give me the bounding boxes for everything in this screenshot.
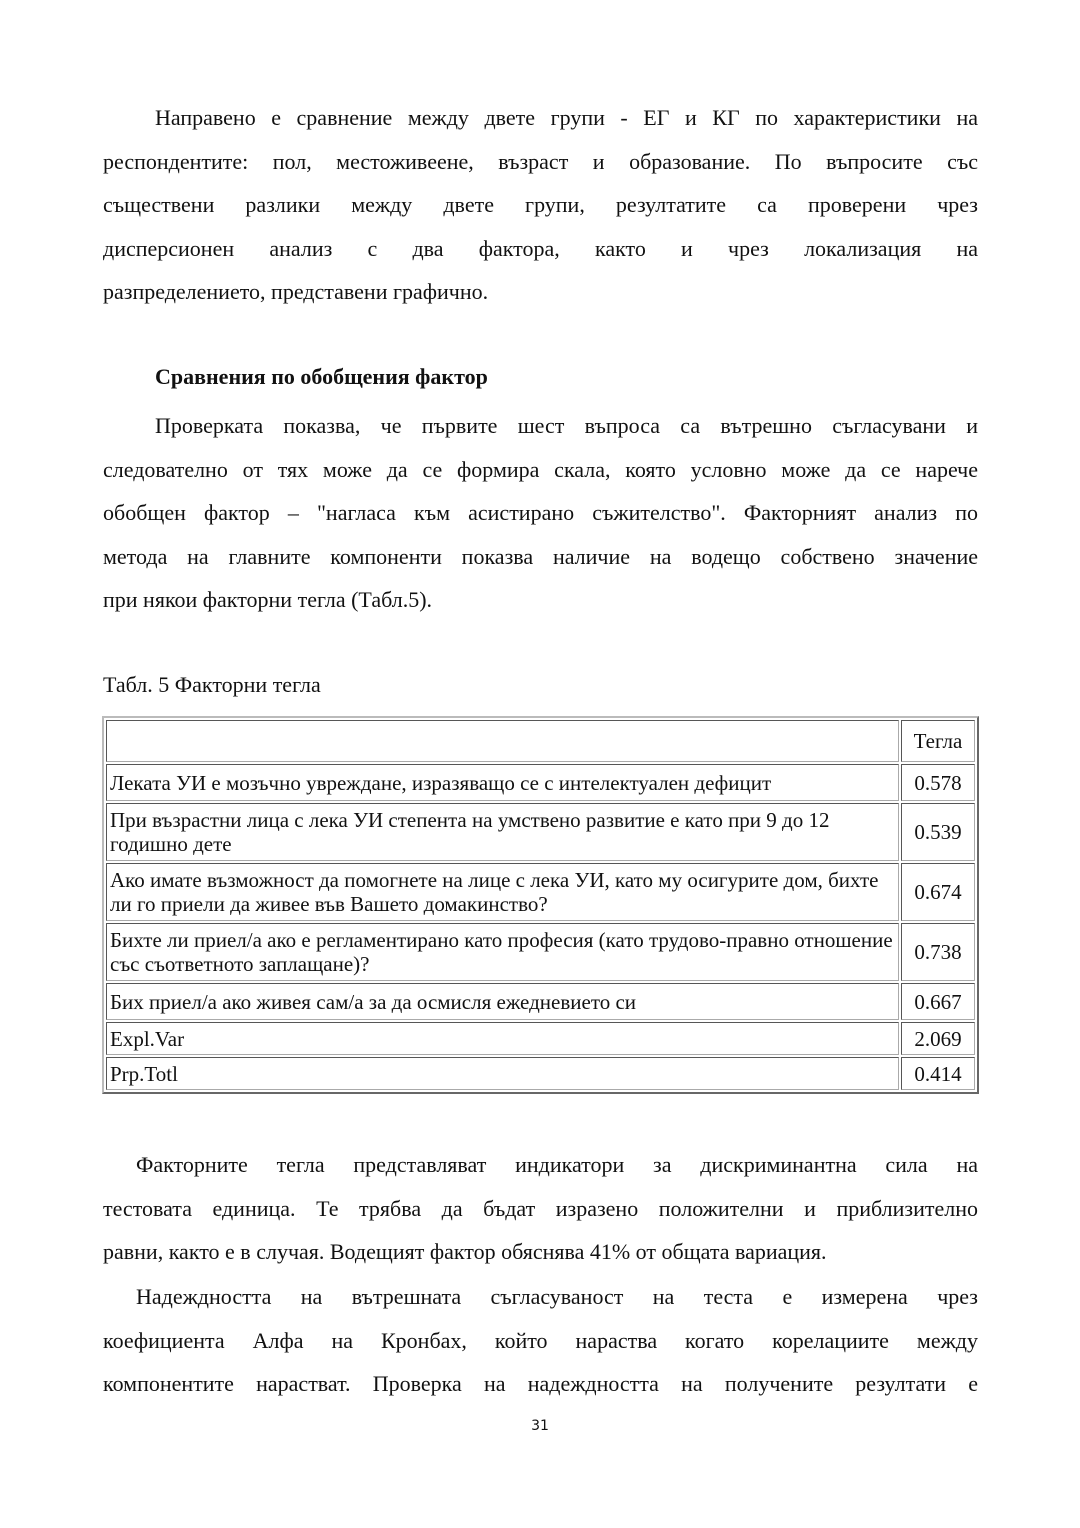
text-line: при някои факторни тегла (Табл.5). [103,587,433,612]
section-heading: Сравнения по обобщения фактор [155,364,488,389]
text-line: Факторните тегла представляват индикатори за дискриминантна сила на [136,1152,978,1177]
text-line: респондентите: пол, местоживеене, възраст и образование. По въпросите със [103,148,978,174]
row-label: Ако имате възможност да помогнете на лице с лека УИ, като му осигурите дом, бихте ли го приели да живее във Вашето домакинство? [106,863,899,921]
text-line: равни, както е в случая. Водещият фактор обяснява 41% от общата вариация. [103,1239,827,1264]
row-value: 2.069 [901,1022,975,1055]
text-line: обобщен фактор – "нагласа към асистирано съжителство". Факторният анализ по [103,500,978,525]
table-row [106,923,975,981]
row-label: Бих приел/а ако живея сам/а за да осмисля ежедневието си [106,983,899,1020]
text-line: Проверката показва, че първите шест въпроса са вътрешно съгласувани и [155,413,978,438]
text-line: Надеждността на вътрешната съгласуваност на теста е измерена чрез [136,1284,978,1309]
row-label: Леката УИ е мозъчно увреждане, изразяващо се с интелектуален дефицит [106,764,899,801]
table-row [106,863,975,921]
page-number: 31 [531,1418,549,1434]
header-cell [106,720,899,762]
table-row [106,803,975,861]
table-row [106,764,975,801]
table-row [106,983,975,1020]
paragraph-factor [103,404,978,622]
row-value: 0.578 [901,764,975,801]
row-label: При възрастни лица с лека УИ степента на умствено развитие е като при 9 до 12 годишно дете [106,803,899,861]
text-line: коефициента Алфа на Кронбах, който нараства когато корелациите между [103,1327,978,1353]
text-line: компонентите нарастват. Проверка на надеждността на получените резултати е [103,1371,978,1396]
text-line: съществени разлики между двете групи, резултатите са проверени чрез [103,192,978,217]
row-value: 0.414 [901,1057,975,1090]
table-row [106,1022,975,1055]
text-line: тестовата единица. Те трябва да бъдат изразено положителни и приблизително [103,1195,978,1221]
paragraph-intro [103,96,978,314]
paragraph-reliability [103,1275,978,1406]
text-line: следователно от тях може да се формира скала, която условно може да се нарече [103,456,978,482]
text-line: дисперсионен анализ с два фактора, както и чрез локализация на [103,235,978,261]
row-value: 0.667 [901,983,975,1020]
row-value: 0.674 [901,863,975,921]
table-caption: Табл. 5 Факторни тегла [103,672,321,697]
text-line: Направено е сравнение между двете групи - ЕГ и КГ по характеристики на [155,105,978,130]
header-cell: Тегла [901,720,975,762]
row-value: 0.539 [901,803,975,861]
row-value: 0.738 [901,923,975,981]
row-label: Expl.Var [106,1022,899,1055]
table-header-row [106,720,975,762]
row-label: Prp.Totl [106,1057,899,1090]
table-row [106,1057,975,1090]
text-line: метода на главните компоненти показва наличие на водещо собствено значение [103,543,978,569]
row-label: Бихте ли приел/а ако е регламентирано като професия (като трудово-правно отношение със съответното заплащане)? [106,923,899,981]
factor-weights-table [102,716,979,1094]
text-line: разпределението, представени графично. [103,279,489,304]
paragraph-weights [103,1143,978,1274]
